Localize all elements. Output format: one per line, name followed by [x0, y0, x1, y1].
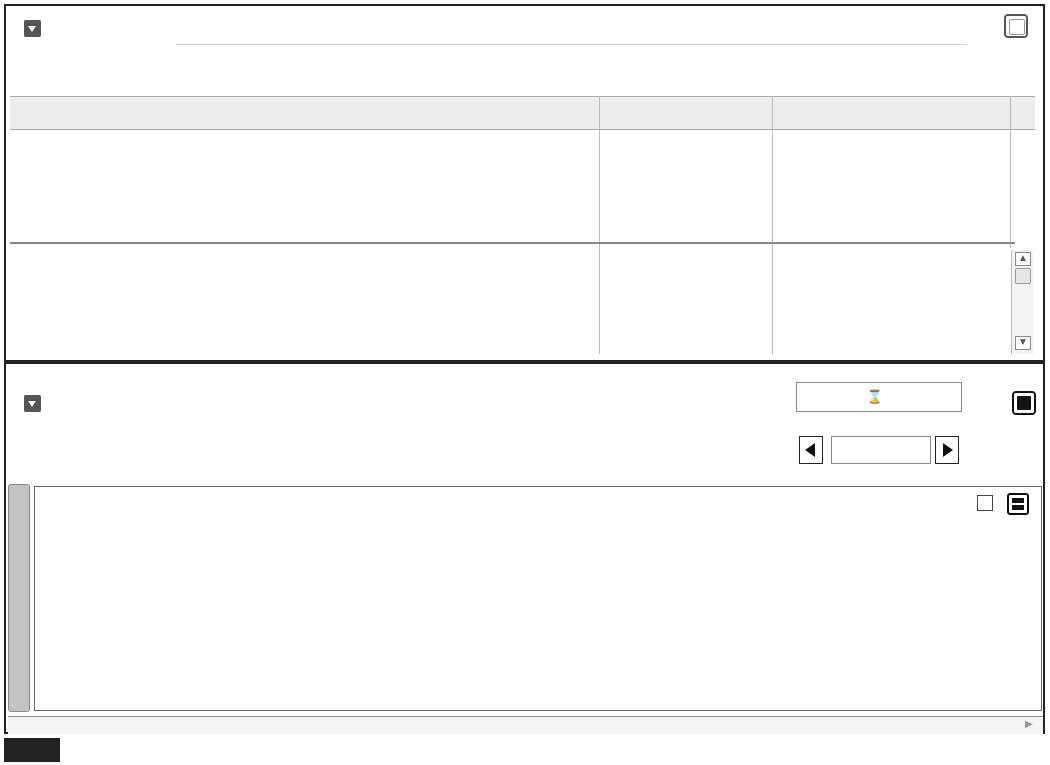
panel-splitter[interactable]	[6, 360, 1043, 364]
current-data-collapse-icon[interactable]	[24, 20, 41, 37]
oscilloscope-collapse-icon[interactable]	[24, 395, 41, 412]
scope-display[interactable]	[34, 486, 1042, 711]
app-window	[4, 4, 1045, 734]
arrow-left-icon	[805, 443, 815, 457]
scroll-right-icon[interactable]: ▶	[1025, 719, 1033, 730]
figure-label	[4, 738, 60, 762]
scroll-thumb[interactable]	[1015, 268, 1031, 284]
table-scrollbar[interactable]	[1011, 250, 1033, 354]
fixed-rows-divider	[10, 242, 1015, 244]
header-divider	[176, 44, 966, 45]
time-increase-button[interactable]	[935, 436, 959, 464]
column-divider	[599, 96, 600, 354]
configuration-tab[interactable]	[8, 484, 30, 712]
timer-icon: ⌛	[866, 389, 884, 404]
table-header	[10, 96, 1035, 130]
time-div-field[interactable]	[831, 436, 931, 464]
scroll-down-icon[interactable]: ▼	[1015, 336, 1031, 350]
display-mode-icon[interactable]	[1012, 391, 1036, 415]
scope-waveform-area	[35, 487, 1043, 712]
horizontal-scrollbar[interactable]	[8, 716, 1043, 734]
scroll-up-icon[interactable]: ▲	[1015, 252, 1031, 266]
time-decrease-button[interactable]	[799, 436, 823, 464]
column-divider	[772, 96, 773, 354]
sample-rate-field[interactable]	[796, 382, 962, 412]
arrow-right-icon	[943, 443, 953, 457]
maximize-icon[interactable]	[1004, 14, 1028, 38]
column-divider	[1010, 96, 1011, 248]
